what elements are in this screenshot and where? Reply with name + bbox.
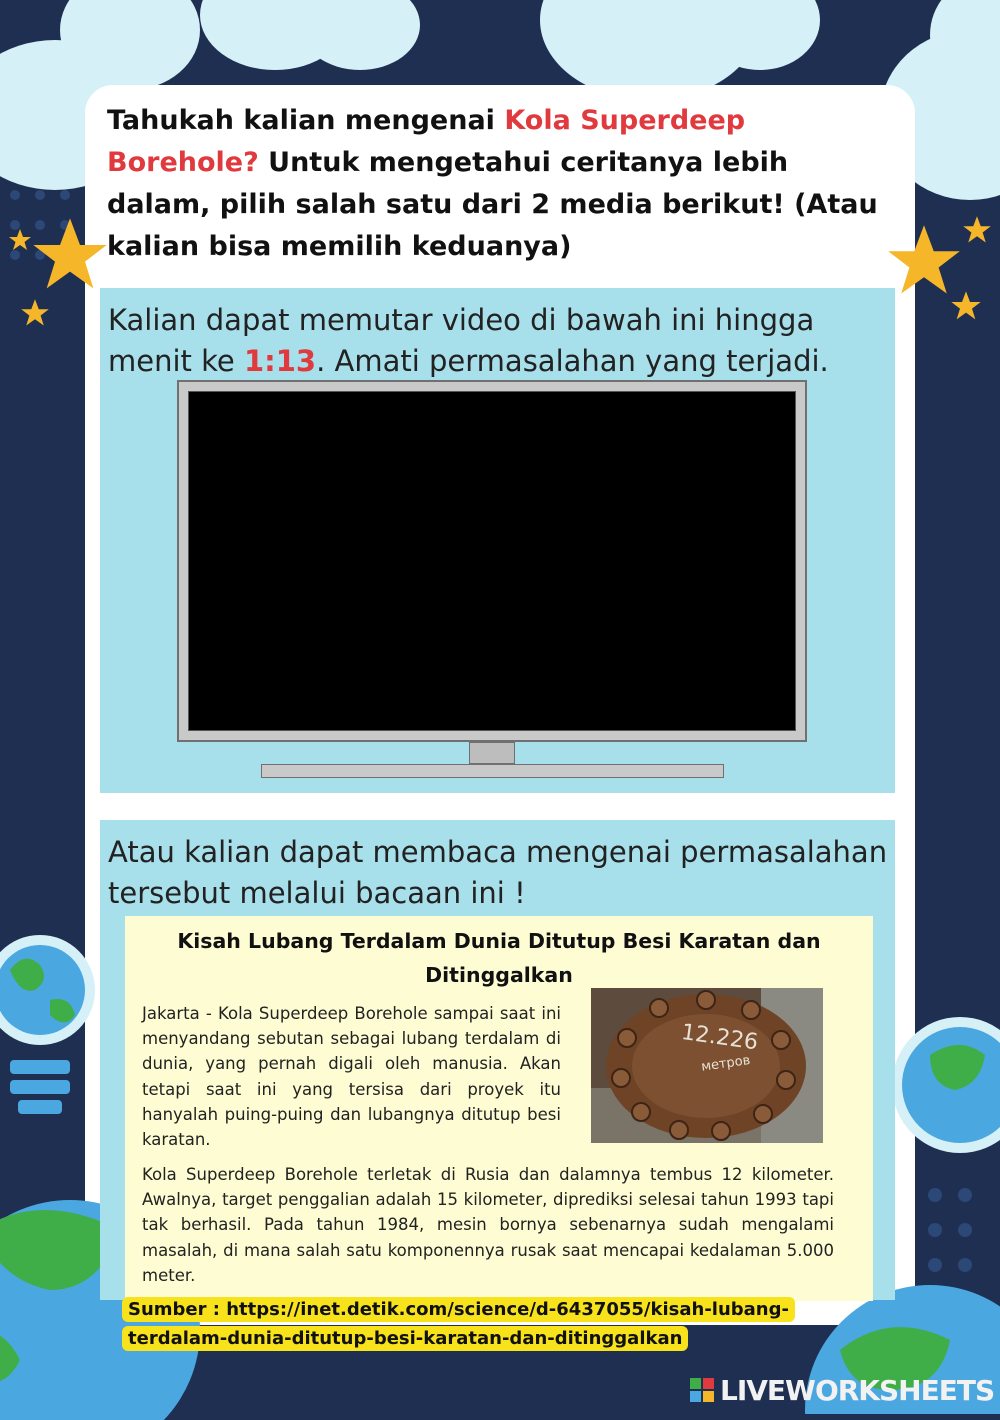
intro-text: Tahukah kalian mengenai Kola Superdeep Borehole? Untuk mengetahui ceritanya lebih dalam, pilih salah satu dari 2 media berikut! (Atau kalian bisa memilih keduanya) (107, 105, 878, 262)
star-icon (962, 215, 992, 245)
article-box (125, 916, 873, 1301)
article-title: Kisah Lubang Terdalam Dunia Ditutup Besi Karatan dan Ditinggalkan (177, 929, 821, 987)
liveworksheets-logo-icon (690, 1378, 714, 1402)
source-citation[interactable] (122, 1295, 882, 1353)
video-time: 1:13 (243, 344, 317, 378)
earth-globe-right (890, 1015, 1000, 1155)
reading-instruction: Atau kalian dapat membaca mengenai permasalahan tersebut melalui bacaan ini ! (108, 835, 888, 910)
lightbulb-globe-icon (0, 930, 110, 1210)
photo-label-number: 12.226 (679, 1019, 760, 1056)
article-paragraph-2: Kola Superdeep Borehole terletak di Rusia dan dalamnya tembus 12 kilometer. Awalnya, target penggalian adalah 15 kilometer, diprediksi selesai tahun 1993 tapi tak berhasil. Pada tahun 1984, mesin bornya sebenarnya sudah mengalami masalah, di mana salah satu komponennya rusak saat mencapai kedalaman 5.000 meter. (142, 1165, 834, 1285)
video-screen[interactable] (188, 391, 796, 731)
star-icon (30, 215, 110, 295)
tv-stand-neck (469, 742, 515, 764)
logo-text: LIVEWORKSHEETS (720, 1374, 995, 1407)
tv-stand-base (261, 764, 724, 778)
video-player[interactable] (177, 380, 807, 742)
photo-label-unit: метров (700, 1052, 752, 1075)
video-instruction: Kalian dapat memutar video di bawah ini hingga menit ke 1:13. Amati permasalahan yang terjadi. (108, 303, 829, 378)
borehole-cap-photo (591, 988, 823, 1143)
liveworksheets-logo (690, 1374, 995, 1407)
video-panel (100, 288, 895, 793)
reading-panel (100, 820, 895, 1300)
article-paragraph-1: Jakarta - Kola Superdeep Borehole sampai saat ini menyandang sebutan sebagai lubang terdalam di dunia, yang pernah digali oleh manusia. Akan tetapi saat ini yang tersisa dari proyek itu hanyalah puing-puing dan lubangnya ditutup besi karatan. (142, 1004, 561, 1150)
star-icon (8, 228, 32, 252)
source-link: Sumber : https://inet.detik.com/science/d-6437055/kisah-lubang-terdalam-dunia-ditutup-besi-karatan-dan-ditinggalkan (122, 1297, 795, 1351)
star-icon (20, 298, 50, 328)
topic-highlight: Kola Superdeep Borehole? (107, 105, 746, 178)
star-icon (950, 290, 982, 322)
